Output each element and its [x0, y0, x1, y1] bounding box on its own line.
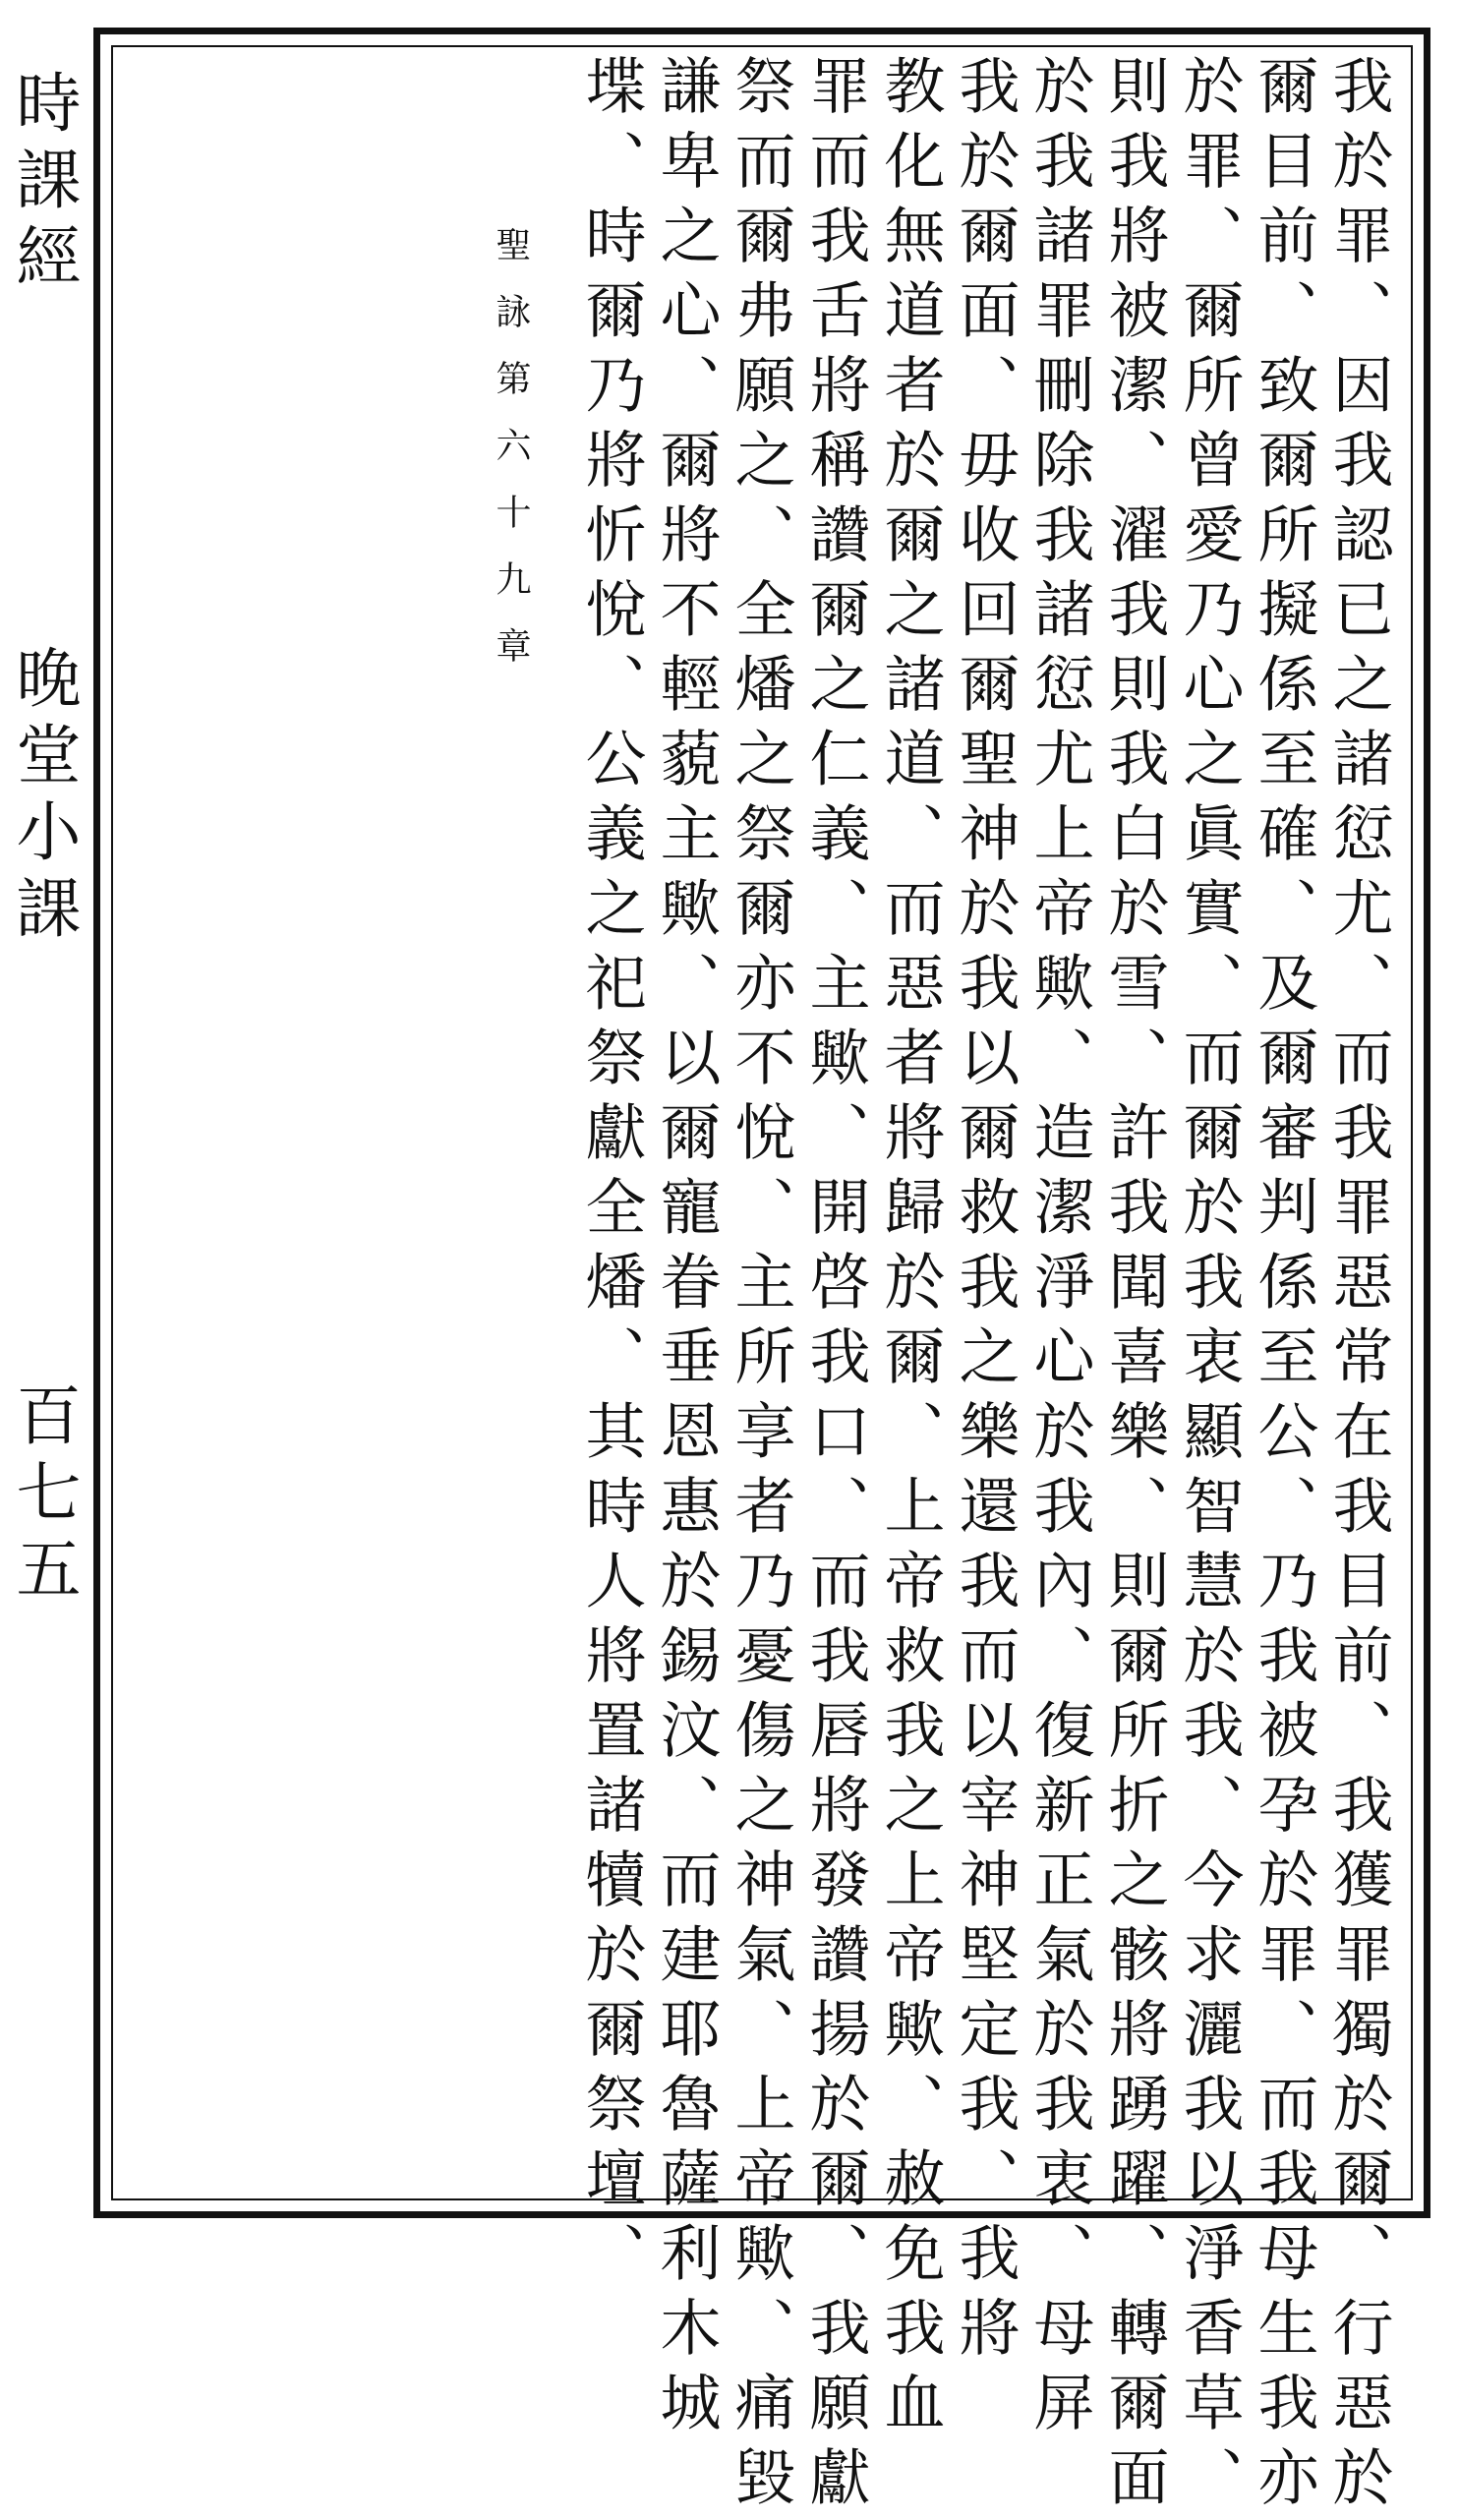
page-number: 百七五	[5, 1381, 81, 1612]
chapter-heading: 聖詠第六十九章	[491, 226, 531, 694]
text-column: 堞、時爾乃將忻悅、公義之祀祭獻全燔、其時人將置諸犢於爾祭壇、	[575, 54, 647, 2296]
main-text-block	[108, 54, 1426, 2520]
book-title: 時課經	[5, 69, 81, 299]
page-margin	[0, 0, 93, 2240]
text-column: 於我諸罪刪除我諸愆尤上帝歟、造潔淨心於我內、復新正氣於我衷、母屏	[1023, 54, 1095, 2445]
section-title: 晚堂小課	[5, 644, 81, 951]
text-column: 我於爾面、毋收回爾聖神於我以爾救我之樂還我而以宰神堅定我、我將	[949, 54, 1021, 2371]
text-column: 謙卑之心、爾將不輕藐主歟、以爾寵眷垂恩惠於錫汶、而建耶魯薩利木城	[650, 54, 722, 2445]
text-column: 罪而我舌將稱讚爾之仁義、主歟、開啓我口、而我唇將發讚揚於爾、我願獻	[799, 54, 871, 2520]
text-column: 祭而爾弗願之、全燔之祭爾亦不悅、主所享者乃憂傷之神氣、上帝歟、痛毀	[725, 54, 796, 2520]
text-column: 於罪、爾所曾愛乃心之眞實、而爾於我衷顯智慧於我、今求灑我以淨香草、	[1173, 54, 1245, 2520]
text-column: 教化無道者於爾之諸道、而惡者將歸於爾、上帝救我之上帝歟、赦免我血	[874, 54, 946, 2445]
text-column: 爾目前、致爾所擬係至確、及爾審判係至公、乃我被孕於罪、而我母生我亦	[1248, 54, 1319, 2520]
text-column: 我於罪、因我認已之諸愆尤、而我罪惡常在我目前、我獲罪獨於爾、行惡於	[1322, 54, 1394, 2520]
text-column: 則我將被潔、濯我則我白於雪、許我聞喜樂、則爾所折之骸將踴躍、轉爾面	[1098, 54, 1170, 2520]
